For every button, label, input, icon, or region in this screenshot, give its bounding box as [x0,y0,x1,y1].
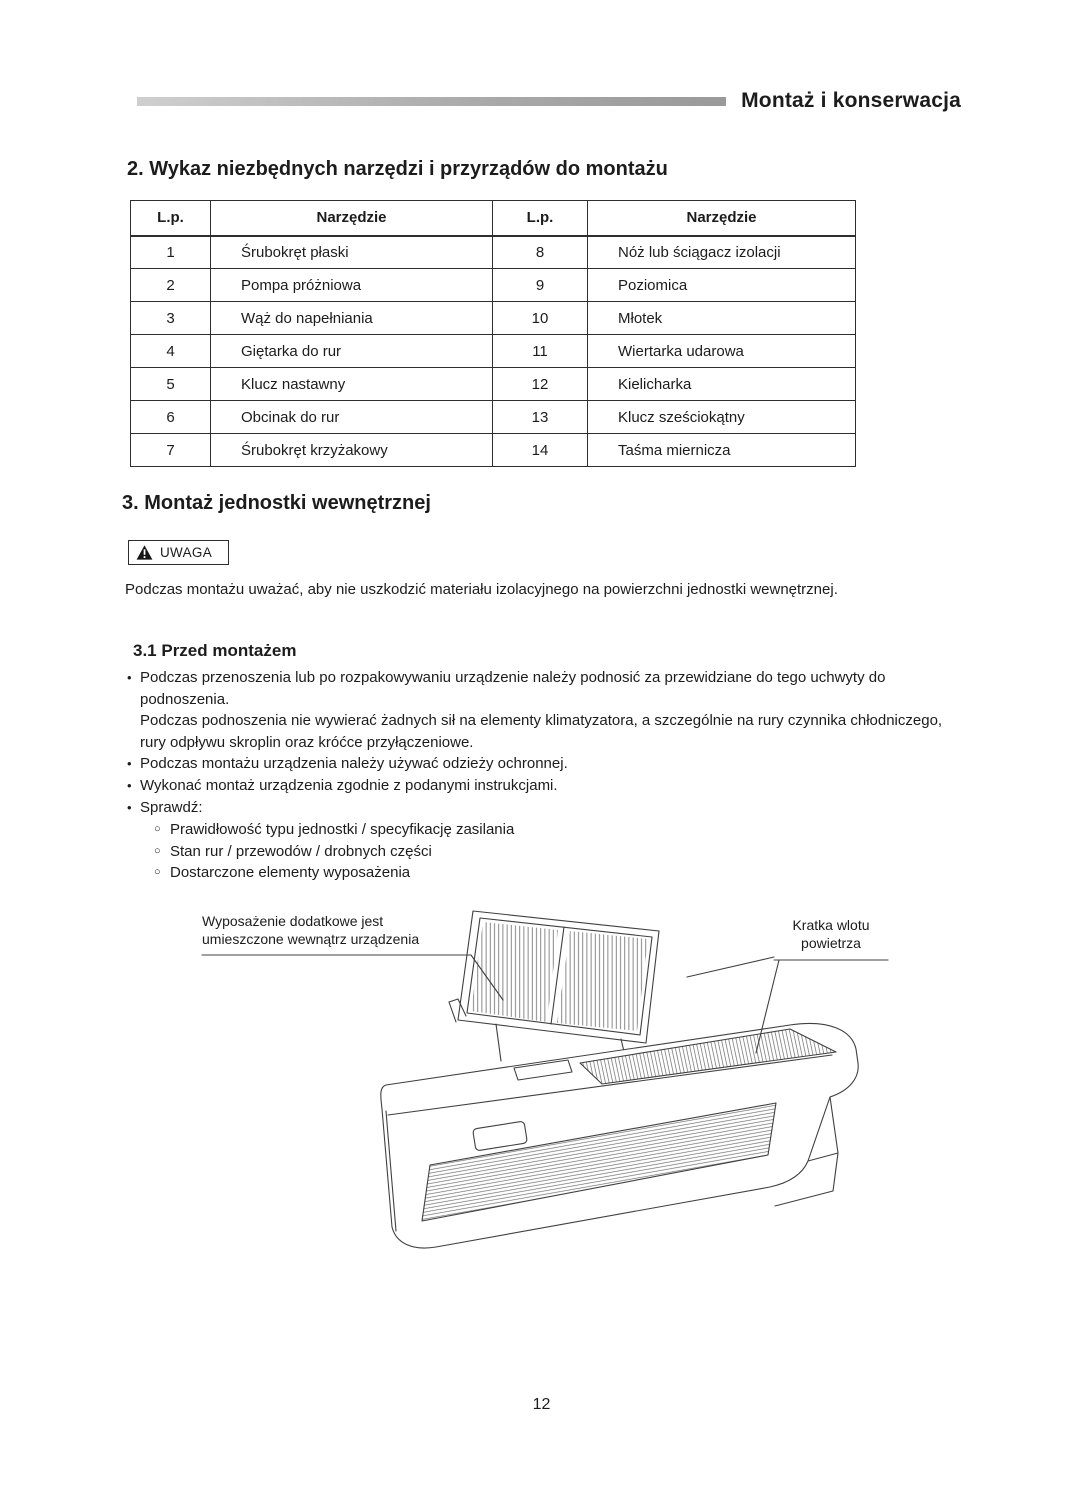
check-item-text: Dostarczone elementy wyposażenia [170,864,411,882]
table-cell: 7 [131,434,211,467]
list-item-text [140,775,967,797]
indoor-unit-drawing [190,903,890,1300]
table-row [131,368,856,401]
table-row [131,269,856,302]
accessories-leader-line [202,955,503,1000]
inlet-grille-label [773,916,889,953]
paragraph: Podczas montażu urządzenia należy używać odzieży ochronnej. [140,755,568,773]
unit-body [381,1023,858,1248]
label-line: powietrza [801,935,861,952]
check-item [140,819,967,841]
table-row [131,335,856,368]
table-cell: 12 [493,368,588,401]
circle-bullet-icon: ○ [154,866,161,879]
pre-install-list [127,667,967,884]
table-cell: Klucz nastawny [211,368,493,401]
bullet-icon: • [127,799,132,815]
table-cell: Śrubokręt płaski [211,236,493,269]
accessories-label [202,912,419,949]
paragraph: Wykonać montaż urządzenia zgodnie z podanymi instrukcjami. [140,776,558,794]
warning-triangle-icon [136,545,153,560]
table-cell: Poziomica [588,269,856,302]
page-header [137,89,961,113]
table-cell: 9 [493,269,588,302]
table-row [131,302,856,335]
page-header-title: Montaż i konserwacja [741,89,961,112]
table-cell: Giętarka do rur [211,335,493,368]
table-cell: Klucz sześciokątny [588,401,856,434]
label-line: Kratka wlotu [792,917,870,933]
page-number: 12 [532,1396,551,1413]
table-cell: 5 [131,368,211,401]
table-cell: Obcinak do rur [211,401,493,434]
table-cell: Śrubokręt krzyżakowy [211,434,493,467]
table-row [131,236,856,269]
check-item-text: Stan rur / przewodów / drobnych części [170,842,432,860]
table-cell: 11 [493,335,588,368]
circle-bullet-icon: ○ [154,823,161,836]
table-row [131,434,856,467]
paragraph: Podczas podnoszenia nie wywierać żadnych sił na elementy klimatyzatora, a szczególnie na rury czynnika chłodniczego, rury odpływu skroplin oraz króćce przyłączeniowe. [140,712,943,751]
section3-title: 3. Montaż jednostki wewnętrznej [122,492,431,514]
table-cell: Nóż lub ściągacz izolacji [588,236,856,269]
check-item [140,841,967,863]
table-header-row [131,201,856,236]
list-item [127,667,967,753]
table-cell: Wąż do napełniania [211,302,493,335]
section31-title: 3.1 Przed montażem [133,641,297,660]
warning-label: UWAGA [160,545,212,560]
bullet-icon: • [127,670,132,685]
paragraph: Podczas przenoszenia lub po rozpakowywaniu urządzenie należy podnosić za przewidziane do tego uchwyty do podnoszenia. [140,669,886,708]
table-cell: 10 [493,302,588,335]
open-grille-panels [449,911,659,1043]
indoor-unit-diagram [190,903,890,1300]
table-cell: 14 [493,434,588,467]
bullet-icon: • [127,777,132,793]
header-rule [137,97,726,106]
table-header-cell: Narzędzie [211,201,493,236]
table-cell: Taśma miernicza [588,434,856,467]
hinge-strut [496,1024,501,1061]
inlet-leader-line-panels [687,957,774,977]
circle-bullet-icon: ○ [154,844,161,857]
check-item-text: Prawidłowość typu jednostki / specyfikację zasilania [170,821,515,839]
table-cell: 13 [493,401,588,434]
table-cell: Pompa próżniowa [211,269,493,302]
table-cell: 3 [131,302,211,335]
table-cell: 1 [131,236,211,269]
check-item [140,862,967,884]
table-cell: Kielicharka [588,368,856,401]
table-cell: 4 [131,335,211,368]
section2-title: 2. Wykaz niezbędnych narzędzi i przyrządów do montażu [127,158,668,180]
list-item [127,797,967,884]
check-list [140,819,967,884]
list-item-text [140,797,967,884]
table-header-cell: L.p. [493,201,588,236]
tools-table [130,200,856,467]
table-cell: Wiertarka udarowa [588,335,856,368]
bullet-icon: • [127,756,132,772]
table-header-cell: L.p. [131,201,211,236]
list-item [127,775,967,797]
table-cell: 6 [131,401,211,434]
table-cell: Młotek [588,302,856,335]
label-line: Wyposażenie dodatkowe jest [202,913,384,929]
warning-box [128,540,229,565]
list-item [127,753,967,775]
list-item-text [140,667,967,753]
table-cell: 8 [493,236,588,269]
list-item-text [140,753,967,775]
paragraph: Sprawdź: [140,798,203,816]
label-line: umieszczone wewnątrz urządzenia [202,931,420,948]
table-cell: 2 [131,269,211,302]
table-header-cell: Narzędzie [588,201,856,236]
warning-text: Podczas montażu uważać, aby nie uszkodzić materiału izolacyjnego na powierzchni jednostki wewnętrznej. [125,581,838,598]
table-row [131,401,856,434]
